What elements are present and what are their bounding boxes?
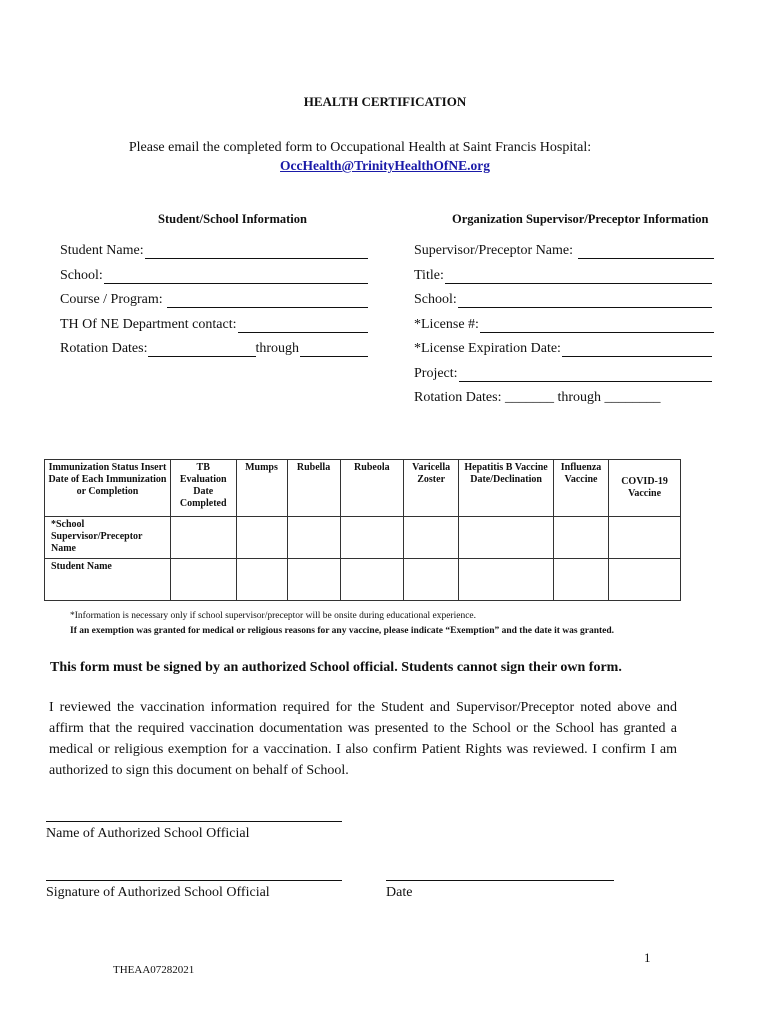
table-cell[interactable] — [287, 517, 340, 559]
student-name-field[interactable] — [60, 243, 368, 259]
row-label-student: Student Name — [45, 559, 171, 601]
through-label: through — [255, 341, 300, 356]
supervisor-rotation-dates-field[interactable] — [414, 390, 661, 406]
project-field[interactable] — [414, 366, 712, 382]
table-header-row — [45, 460, 681, 517]
table-cell[interactable] — [340, 559, 403, 601]
column-hepatitis-b: Hepatitis B Vaccine Date/Declination — [459, 460, 554, 517]
page-number: 1 — [644, 950, 651, 965]
signing-rule: This form must be signed by an authorized School official. Students cannot sign their own form. — [50, 660, 622, 675]
table-cell[interactable] — [236, 517, 287, 559]
date-line[interactable] — [386, 880, 614, 881]
student-name-label: Student Name: — [60, 243, 144, 258]
supervisor-name-field[interactable] — [414, 243, 714, 259]
table-row — [45, 517, 681, 559]
license-number-field[interactable] — [414, 317, 714, 333]
table-cell[interactable] — [459, 559, 554, 601]
official-name-line[interactable] — [46, 821, 342, 822]
supervisor-name-label: Supervisor/Preceptor Name: — [414, 243, 574, 258]
column-influenza: Influenza Vaccine — [553, 460, 608, 517]
dept-contact-label: TH Of NE Department contact: — [60, 317, 237, 332]
table-cell[interactable] — [287, 559, 340, 601]
table-cell[interactable] — [609, 517, 681, 559]
email-link[interactable]: OccHealth@TrinityHealthOfNE.org — [280, 158, 490, 173]
email-instructions: Please email the completed form to Occupational Health at Saint Francis Hospital: — [128, 140, 592, 155]
supervisor-section-heading: Organization Supervisor/Preceptor Information — [452, 212, 709, 226]
info-note: *Information is necessary only if school supervisor/preceptor will be onsite during educational experience. — [70, 611, 476, 621]
column-tb: TB Evaluation Date Completed — [170, 460, 236, 517]
column-covid: COVID-19 Vaccine — [609, 460, 681, 517]
student-school-label: School: — [60, 268, 103, 283]
table-cell[interactable] — [404, 559, 459, 601]
student-section-heading: Student/School Information — [158, 212, 307, 226]
license-expiration-field[interactable] — [414, 341, 712, 357]
table-cell[interactable] — [609, 559, 681, 601]
course-program-field[interactable] — [60, 292, 368, 308]
column-rubeola: Rubeola — [340, 460, 403, 517]
supervisor-school-field[interactable] — [414, 292, 712, 308]
form-code: THEAA07282021 — [113, 964, 195, 976]
official-name-label: Name of Authorized School Official — [46, 826, 250, 841]
date-label: Date — [386, 885, 413, 900]
student-rotation-dates-field[interactable] — [60, 341, 368, 357]
course-program-label: Course / Program: — [60, 292, 163, 307]
project-label: Project: — [414, 366, 458, 381]
page-title: HEALTH CERTIFICATION — [303, 94, 467, 109]
official-signature-line[interactable] — [46, 880, 342, 881]
official-signature-label: Signature of Authorized School Official — [46, 885, 270, 900]
attestation-paragraph: I reviewed the vaccination information required for the Student and Supervisor/Preceptor noted above and affirm that the required vaccination documentation was presented to the School or the School has granted a medical or religious exemption for a vaccination. I also confirm Patient Rights was reviewed. I confirm I am authorized to sign this document on behalf of School. — [49, 700, 677, 778]
dept-contact-field[interactable] — [60, 317, 368, 333]
student-rotation-dates-label: Rotation Dates: — [60, 341, 148, 356]
exemption-note: If an exemption was granted for medical or religious reasons for any vaccine, please indicate “Exemption” and the date it was granted. — [70, 626, 615, 636]
table-row — [45, 559, 681, 601]
table-cell[interactable] — [340, 517, 403, 559]
license-expiration-label: *License Expiration Date: — [414, 341, 561, 356]
column-mumps: Mumps — [236, 460, 287, 517]
supervisor-rotation-dates-label: Rotation Dates: _______ through ________ — [414, 390, 661, 405]
supervisor-school-label: School: — [414, 292, 457, 307]
supervisor-title-label: Title: — [414, 268, 444, 283]
supervisor-title-field[interactable] — [414, 268, 712, 284]
table-cell[interactable] — [404, 517, 459, 559]
table-cell[interactable] — [236, 559, 287, 601]
column-varicella: Varicella Zoster — [404, 460, 459, 517]
table-cell[interactable] — [459, 517, 554, 559]
row-label-supervisor: *School Supervisor/Preceptor Name — [45, 517, 171, 559]
table-cell[interactable] — [170, 517, 236, 559]
table-cell[interactable] — [553, 559, 608, 601]
column-rubella: Rubella — [287, 460, 340, 517]
table-header-label: Immunization Status Insert Date of Each Immunization or Completion — [45, 460, 171, 517]
license-number-label: *License #: — [414, 317, 479, 332]
immunization-table — [44, 459, 681, 601]
table-cell[interactable] — [553, 517, 608, 559]
table-cell[interactable] — [170, 559, 236, 601]
student-school-field[interactable] — [60, 268, 368, 284]
